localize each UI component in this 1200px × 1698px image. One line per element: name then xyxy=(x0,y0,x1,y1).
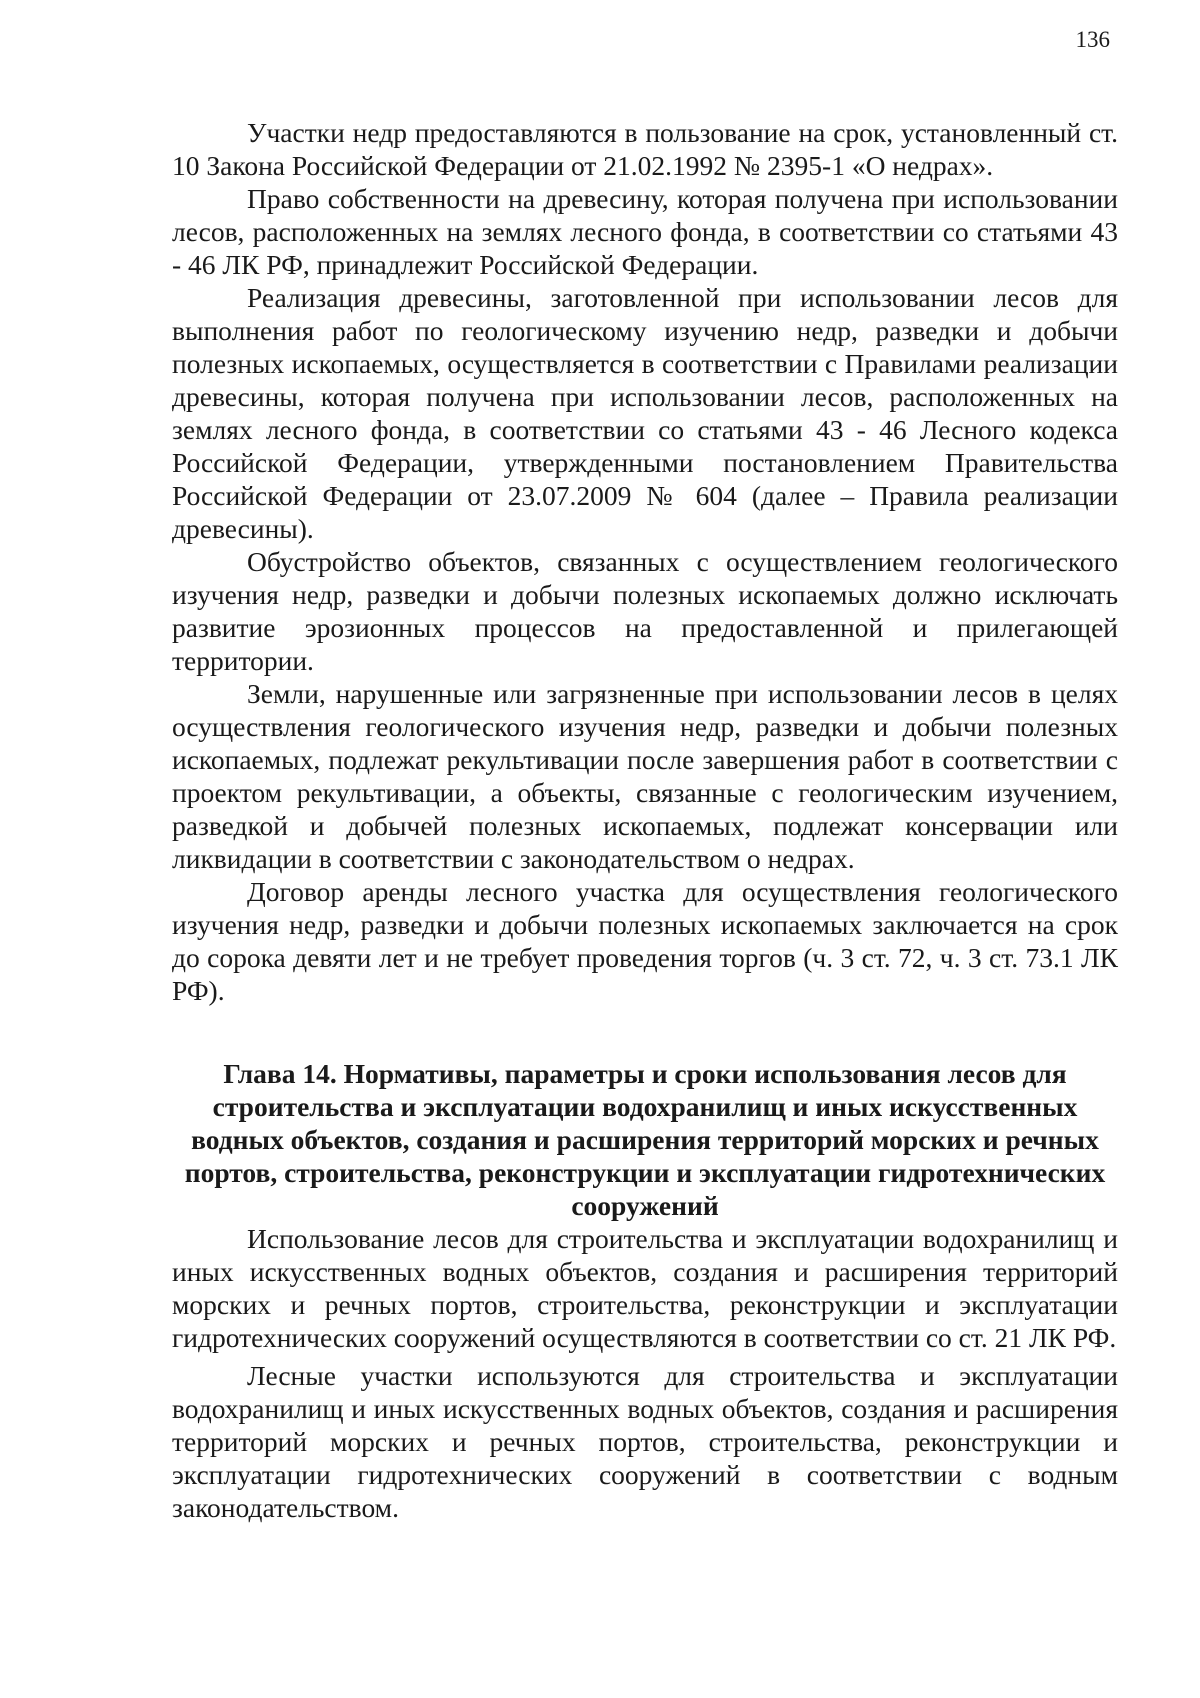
page-content xyxy=(172,116,1118,1524)
paragraph-subsoil-term: Участки недр предоставляются в пользование на срок, установленный ст. 10 Закона Российской Федерации от 21.02.1992 № 2395-1 «О недрах». xyxy=(172,117,1118,181)
paragraph-water-use: Использование лесов для строительства и эксплуатации водохранилищ и иных искусственных водных объектов, создания и расширения территорий морских и речных портов, строительства, реконструкции и эксплуатации гидротехнических сооружений осуществляются в соответствии со ст. 21 ЛК РФ. xyxy=(172,1223,1118,1353)
chapter-heading: Глава 14. Нормативы, параметры и сроки использования лесов для строительства и эксплуатации водохранилищ и иных искусственных водных объектов, создания и расширения территорий морских и речных портов, строительства, реконструкции и эксплуатации гидротехнических сооружений xyxy=(184,1058,1106,1221)
paragraph-forest-plots: Лесные участки используются для строительства и эксплуатации водохранилищ и иных искусственных водных объектов, создания и расширения территорий морских и речных портов, строительства, реконструкции и эксплуатации гидротехнических сооружений в соответствии с водным законодательством. xyxy=(172,1360,1118,1523)
page-number: 136 xyxy=(1075,27,1110,52)
paragraph-timber-sale: Реализация древесины, заготовленной при использовании лесов для выполнения работ по геологическому изучению недр, разведки и добычи полезных ископаемых, осуществляется в соответствии с Правилами реализации древесины, которая получена при использовании лесов, расположенных на землях лесного фонда, в соответствии со статьями 43 - 46 Лесного кодекса Российской Федерации, утвержденными постановлением Правительства Российской Федерации от 23.07.2009 № 604 (далее – Правила реализации древесины). xyxy=(172,282,1118,544)
paragraph-lease-agreement: Договор аренды лесного участка для осуществления геологического изучения недр, разведки и добычи полезных ископаемых заключается на срок до сорока девяти лет и не требует проведения торгов (ч. 3 ст. 72, ч. 3 ст. 73.1 ЛК РФ). xyxy=(172,876,1118,1006)
paragraph-timber-ownership: Право собственности на древесину, которая получена при использовании лесов, расположенных на землях лесного фонда, в соответствии со статьями 43 - 46 ЛК РФ, принадлежит Российской Федерации. xyxy=(172,183,1118,280)
paragraph-recultivation: Земли, нарушенные или загрязненные при использовании лесов в целях осуществления геологического изучения недр, разведки и добычи полезных ископаемых, подлежат рекультивации после завершения работ в соответствии с проектом рекультивации, а объекты, связанные с геологическим изучением, разведкой и добычей полезных ископаемых, подлежат консервации или ликвидации в соответствии с законодательством о недрах. xyxy=(172,678,1118,874)
paragraph-erosion: Обустройство объектов, связанных с осуществлением геологического изучения недр, разведки и добычи полезных ископаемых должно исключать развитие эрозионных процессов на предоставленной и прилегающей территории. xyxy=(172,546,1118,676)
